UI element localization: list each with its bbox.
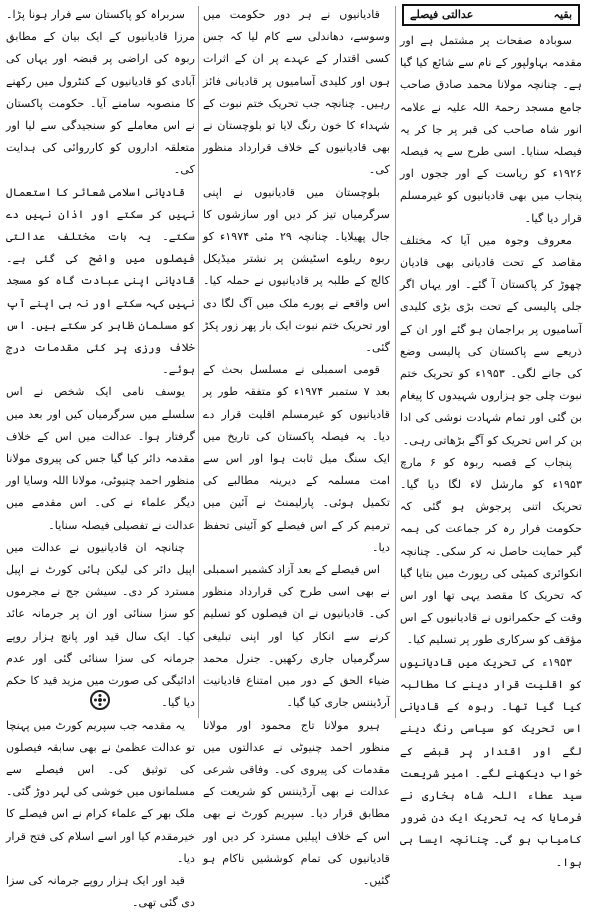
article-title: عدالتی فیصلے xyxy=(410,6,473,25)
paragraph: قومی اسمبلی نے مسلسل بحث کے بعد ۷ ستمبر ۱۹۷۴ء کو متفقہ طور پر قادیانیوں کو غیرمسلم اقلیت قرار دے دیا۔ یہ فیصلہ پاکستان کی تاریخ میں ایک سنگ میل ثابت ہوا اور اس سے امت مسلمہ کے دیرینہ مطالبے کی تکمیل ہوئی۔ پارلیمنٹ نے آئین میں ترمیم کر کے اس فیصلے کو آئینی تحفظ دیا۔ xyxy=(203,363,390,554)
paragraph: سربراہ کو پاکستان سے فرار ہونا پڑا۔ مرزا قادیانیوں کے ایک بیان کے مطابق ربوہ کی اراضی پر قبضہ اور یہاں کی آبادی کو قادیانیوں کے کنٹرول میں رکھنے کا منصوبہ سامنے آیا۔ حکومت پاکستان نے اس معاملے کو سنجیدگی سے لیا اور متعلقہ اداروں کو کارروائی کی ہدایت کی۔ xyxy=(6,8,195,177)
paragraph: بلوچستان میں قادیانیوں نے اپنی سرگرمیاں تیز کر دیں اور سازشوں کا جال پھیلایا۔ چنانچہ ۲۹ مئی ۱۹۷۴ء کو ربوہ ریلوے اسٹیشن پر نشتر میڈیکل کالج کے طلبہ پر قادیانیوں نے حملہ کیا۔ اس واقعے نے پورے ملک میں آگ لگا دی اور تحریک ختم نبوت ایک بار پھر زور پکڑ گئی۔ xyxy=(203,185,390,355)
paragraph: قادیانی اسلامی شعائر کا استعمال نہیں کر سکتے اور اذان نہیں دے سکتے۔ یہ بات مختلف عدالتی فیصلوں میں واضح کی گئی ہے۔ قادیانی اپنی عبادت گاہ کو مسجد نہیں کہہ سکتے اور نہ ہی اپنے آپ کو مسلمان ظاہر کر سکتے ہیں۔ اس خلاف ورزی پر کئی مقدمات درج ہوئے۔ xyxy=(6,185,195,377)
paragraph: اس فیصلے کے بعد آزاد کشمیر اسمبلی نے بھی اسی طرح کی قرارداد منظور کی۔ قادیانیوں نے ان فیصلوں کو تسلیم کرنے سے انکار کیا اور اپنی تبلیغی سرگرمیاں جاری رکھیں۔ جنرل محمد ضیاء الحق کے دور میں امتناع قادیانیت آرڈیننس جاری کیا گیا۔ xyxy=(203,563,390,710)
column-divider xyxy=(395,6,396,718)
paragraph: یہ مقدمہ جب سپریم کورٹ میں پہنچا تو عدالت عظمیٰ نے بھی سابقہ فیصلوں کی توثیق کی۔ اس فیصلے سے مسلمانوں میں خوشی کی لہر دوڑ گئی۔ ملک بھر کے علماء کرام نے اس فیصلے کا خیرمقدم کیا اور اسے اسلام کی فتح قرار دیا۔ xyxy=(6,718,195,865)
floral-ornament-icon xyxy=(90,690,110,710)
paragraph: چنانچہ ان قادیانیوں نے عدالت میں اپیل دائر کی لیکن ہائی کورٹ نے اپیل مسترد کر دی۔ سیشن جج نے مجرموں کو سزا سنائی اور ان پر جرمانہ عائد کیا۔ ایک سال قید اور پانچ ہزار روپے جرمانہ کی سزا سنائی گئی اور عدم ادائیگی کی صورت میں مزید قید کا حکم دیا گیا۔ xyxy=(6,540,195,710)
paragraph: معروف وجوہ میں آیا کہ مختلف مقاصد کے تحت قادیانی بھی قادیان چھوڑ کر پاکستان آ گئے۔ اور یہاں اگر جلی پالیسی کے تحت بڑی بڑی کلیدی آسامیوں پر براجمان ہو گئے اور ان کے ذریعے سے پاکستان کی پالیسی وضع کی جانے لگی۔ ۱۹۵۳ء کو تحریک ختم نبوت چلی جو ہزاروں شہیدوں کا پیغام بن گئی اور تمام شہادت نوشی کی ادا بن کر اس تحریک کو آگے بڑھاتی رہی۔ xyxy=(400,233,582,447)
article-column-middle xyxy=(203,4,390,887)
body-text xyxy=(400,30,582,874)
newspaper-page xyxy=(4,4,584,910)
paragraph: یوسف نامی ایک شخص نے اس سلسلے میں سرگرمیاں کیں اور بعد میں گرفتار ہوا۔ عدالت میں اس کے خلاف مقدمہ دائر کیا گیا جس کی پیروی مولانا منظور احمد چنیوٹی، مولانا اللہ وسایا اور دیگر علماء نے کی۔ اس مقدمے میں عدالت نے تفصیلی فیصلہ سنایا۔ xyxy=(6,385,195,532)
article-column-left xyxy=(6,4,195,910)
continuation-label: بقیہ xyxy=(553,8,572,21)
continuation-header xyxy=(402,4,580,26)
paragraph: قید اور ایک ہزار روپے جرمانہ کی سزا دی گئی تھی۔ xyxy=(6,873,195,910)
paragraph: ۱۹۵۳ء کی تحریک میں قادیانیوں کو اقلیت قرار دینے کا مطالبہ کیا گیا تھا۔ ربوہ کے قادیانی اس تحریک کو سیاسی رنگ دینے لگے اور اقتدار پر قبضے کے خواب دیکھنے لگے۔ امیر شریعت سید عطاء اللہ شاہ بخاری نے فرمایا کہ یہ تحریک ایک دن ضرور کامیاب ہو گی۔ چنانچہ ایسا ہی ہوا۔ xyxy=(400,655,582,869)
paragraph: ہیرو مولانا تاج محمود اور مولانا منظور احمد چنیوٹی نے عدالتوں میں مقدمات کی پیروی کی۔ وفاقی شرعی عدالت نے بھی آرڈیننس کو شریعت کے مطابق قرار دیا۔ سپریم کورٹ نے بھی اس کے خلاف اپیلیں مسترد کر دیں اور قادیانیوں کی تمام کوششیں ناکام ہو گئیں۔ xyxy=(203,718,390,887)
paragraph: سوبادہ صفحات پر مشتمل ہے اور مقدمہ بہاولپور کے نام سے شائع کیا گیا ہے۔ چنانچہ مولانا محمد صادق صاحب جامع مسجد رحمۃ اللہ علیہ نے علامہ انور شاہ صاحب کی قبر پر جا کر یہ فیصلہ سنایا۔ اسی طرح سے یہ فیصلہ ۱۹۲۶ء کو ریاست کے اور ججوں اور پنجاب میں بھی قادیانیوں کو غیرمسلم قرار دیا گیا۔ xyxy=(400,34,582,225)
paragraph: قادیانیوں نے ہر دور حکومت میں وسوسے، دھاندلی سے کام لیا کہ جس کسی اقتدار کے عہدے پر ان کے اثرات ہوں اور کلیدی آسامیوں پر قادیانی فائز رہیں۔ چنانچہ جب تحریک ختم نبوت کے شہداء کا خون رنگ لایا تو بلوچستان نے بھی قادیانیوں کے خلاف قرارداد منظور کی۔ xyxy=(203,8,390,177)
article-column-right xyxy=(400,4,582,869)
column-divider xyxy=(198,6,199,718)
paragraph: پنجاب کے قصبہ ربوہ کو ۶ مارچ ۱۹۵۳ء کو مارشل لاء لگا دیا گیا۔ تحریک اتنی پرجوش ہو گئی کہ حکومت فرار رہ کر جماعت کی ہمہ گیر حمایت حاصل نہ کر سکی۔ چنانچہ انکوائری کمیٹی کی رپورٹ میں بتایا گیا کہ تحریک کا مقصد یہی تھا اور اس وقت کے حکمرانوں نے قادیانیوں کے اس مؤقف کو سرکاری طور پر تسلیم کیا۔ xyxy=(400,455,582,647)
